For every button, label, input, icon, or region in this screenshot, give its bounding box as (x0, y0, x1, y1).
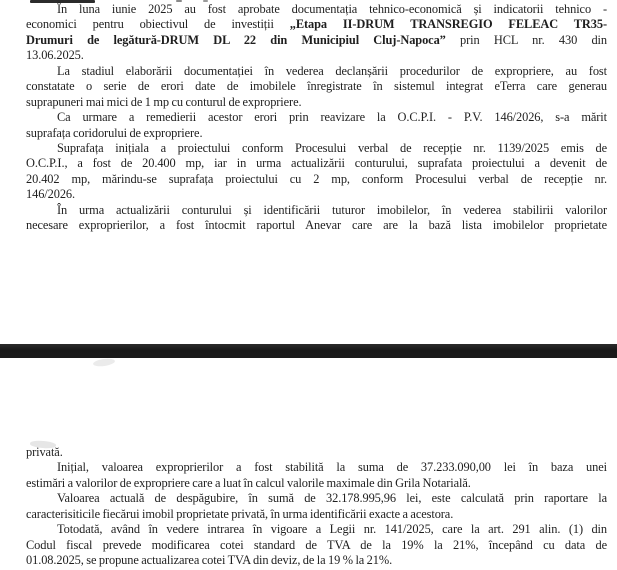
upper-text-block (26, 2, 607, 234)
text-segment: În luna iunie 2025 au fost aprobate documentația tehnico-economică și indicatorii tehnico - (57, 2, 607, 16)
scan-artifact-faint-smudge (93, 358, 116, 368)
text-segment: 146/2026. (26, 187, 76, 202)
text-line (26, 156, 607, 171)
text-line (26, 64, 607, 79)
redaction-bar (0, 344, 617, 358)
text-segment: 20.402 mp, mărindu-se suprafața proiectului cu 2 mp, conform Procesului verbal de recepție nr. (26, 171, 607, 186)
text-line (26, 507, 607, 522)
text-segment: Suprafața inițiala a proiectului conform Procesului verbal de recepție nr. 1139/2025 emis de (57, 140, 607, 155)
text-line (26, 476, 607, 491)
text-line (26, 522, 607, 537)
text-segment: privată. (26, 445, 63, 459)
text-segment: economici pentru obiectivul de investiții (26, 17, 290, 32)
text-segment: O.C.P.I., a fost de 20.400 mp, iar in urma actualizării conturului, suprafata proiectului a devenit de (26, 156, 607, 171)
text-line (26, 538, 607, 553)
text-line (26, 445, 607, 460)
text-segment: Valoarea actuală de despăgubire, în sumă de 32.178.995,96 lei, este calculată prin raportare la (57, 491, 607, 506)
text-segment: caracterisiticile fiecărui imobil proprietate privată, în urma identificării exacte a acestora. (26, 506, 454, 521)
text-segment: Totodată, având în vedere intrarea în vigoare a Legii nr. 141/2025, care la art. 291 alin. (1) din (57, 522, 607, 537)
text-segment: prin HCL nr. 430 din (460, 32, 607, 47)
text-line (26, 460, 607, 475)
text-segment: 13.06.2025. (26, 48, 84, 63)
text-segment: 01.08.2025, se propune actualizarea cotei TVA din deviz, de la 19 % la 21%. (26, 553, 393, 568)
bold-text-segment: „Etapa II-DRUM TRANSREGIO FELEAC TR35- (289, 17, 607, 32)
text-line (26, 2, 607, 17)
text-segment: Ca urmare a remedierii acestor erori prin reavizare la O.C.P.I. - P.V. 146/2026, s-a mărit (57, 110, 607, 125)
text-line (26, 95, 607, 110)
bold-text-segment: Drumuri de legătură-DRUM DL 22 din Municipiul Cluj-Napoca” (26, 32, 461, 47)
text-line (26, 203, 607, 218)
text-line (26, 17, 607, 32)
text-line (26, 218, 607, 233)
text-segment: Inițial, valoarea exproprierilor a fost stabilită la suma de 37.233.090,00 lei în baza unei (57, 460, 607, 475)
text-line (26, 126, 607, 141)
text-line (26, 141, 607, 156)
text-line (26, 33, 607, 48)
text-line (26, 48, 607, 63)
text-line (26, 79, 607, 94)
text-line (26, 110, 607, 125)
text-line (26, 491, 607, 506)
text-segment: suprapuneri mai mici de 1 mp cu conturul de expropriere. (26, 94, 302, 109)
text-segment: În urma actualizării conturului și identificării tuturor imobilelor, în vederea stabilirii valorilor (57, 202, 607, 217)
text-segment: suprafața coridorului de expropriere. (26, 125, 203, 140)
text-line (26, 172, 607, 187)
text-segment: Codul fiscal prevede modificarea cotei standard de TVA de la 19% la 21%, începând cu data de (26, 537, 607, 552)
text-line (26, 187, 607, 202)
text-line (26, 553, 607, 568)
text-segment: necesare exproprierilor, a fost întocmit raportul Anevar care are la bază lista imobilelor proprietate (26, 218, 607, 233)
lower-text-block (26, 445, 607, 569)
text-segment: La stadiul elaborării documentației în vederea declanșării procedurilor de expropriere, au fost (57, 63, 607, 78)
text-segment: constatate o serie de erori date de imobilele înregistrate în sistemul integrat eTerra care generau (26, 79, 607, 94)
text-segment: estimări a valorilor de expropriere care a luat în calcul valorile maximale din Grila Notarială. (26, 475, 471, 490)
